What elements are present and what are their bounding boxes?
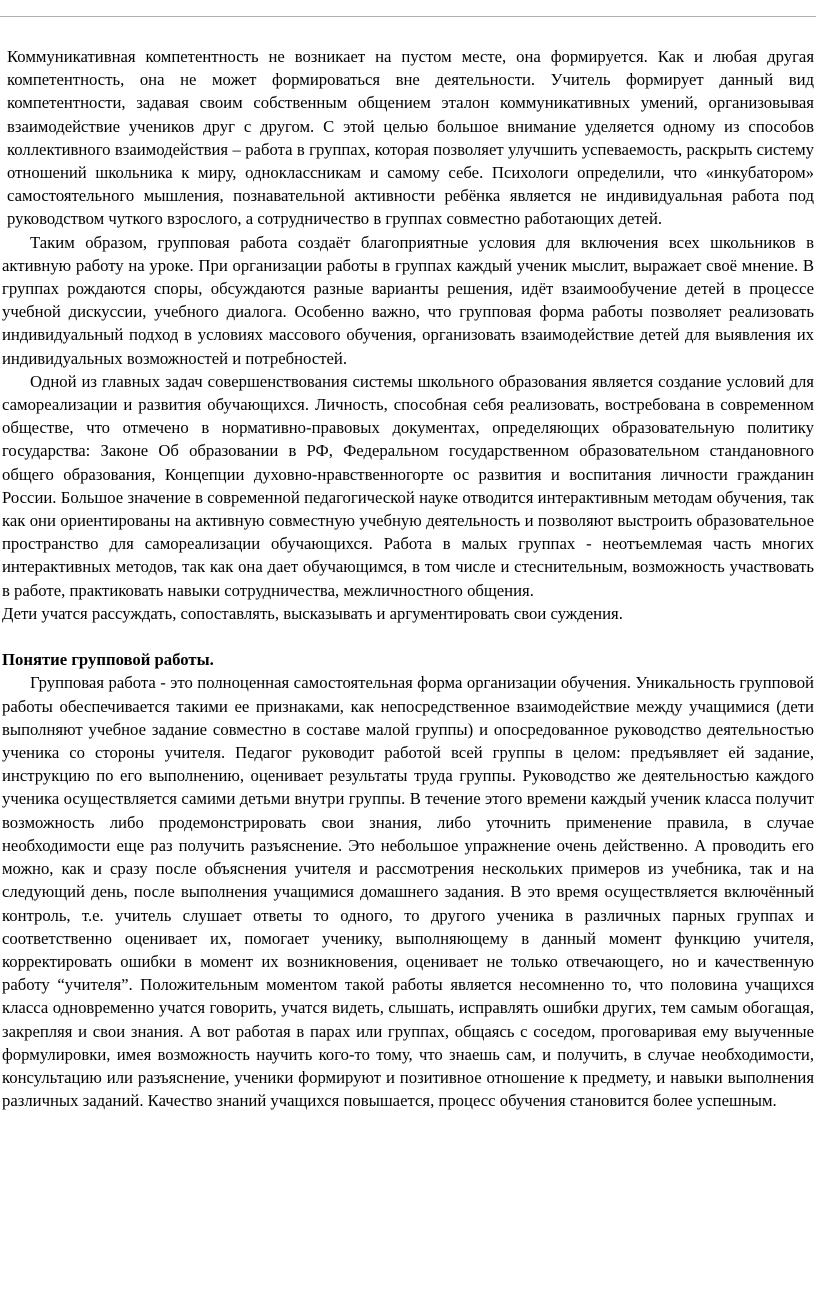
paragraph-communicative-competence: Коммуникативная компетентность не возникает на пустом месте, она формируется. Как и любая другая компетентность, она не может формироваться вне деятельности. Учитель формирует данный вид компетентности, задавая своим собственным общением эталон коммуникативных умений, организовывая взаимодействие учеников друг с другом. С этой целью большое внимание уделяется одному из способов коллективного взаимодействия – работа в группах, которая позволяет улучшить успеваемость, раскрыть систему отношений школьника к миру, одноклассникам и самому себе. Психологи определили, что «инкубатором» самостоятельного мышления, познавательной активности ребёнка является не индивидуальная работа под руководством чуткого взрослого, а сотрудничество в группах совместно работающих детей.	[7, 47, 814, 229]
paragraph-group-work-definition: Групповая работа - это полноценная самостоятельная форма организации обучения. Уникальность групповой работы обеспечивается такими ее признаками, как непосредственное взаимодействие между учащимися (дети выполняют учебное задание совместно в составе малой группы) и опосредованное руководство деятельностью ученика со стороны учителя. Педагог руководит работой всей группы в целом: предъявляет ей задание, инструкцию по его выполнению, оценивает результаты труда группы. Руководство же деятельностью каждого ученика осуществляется самими детьми внутри группы. В течение этого времени каждый ученик класса получит возможность либо продемонстрировать свои знания, либо уточнить применение правила, в случае необходимости еще раз получить разъяснение. Это небольшое упражнение очень действенно. А проводить его можно, как и сразу после объяснения учителя и рассмотрения нескольких примеров из учебника, так и на следующий день, после выполнения учащимися домашнего задания. В это время осуществляется включённый контроль, т.е. учитель слушает ответы то одного, то другого ученика в различных парных группах и соответственно оценивает их, помогает ученику, выполняющему в данный момент функцию учителя, корректировать ошибки в момент их возникновения, оценивает не только отвечающего, но и качественную работу “учителя”. Положительным моментом такой работы является несомненно то, что половина учащихся класса одновременно учатся говорить, учатся видеть, слышать, исправлять ошибки других, тем самым обогащая, закрепляя и свои знания. А вот работая в парах или группах, общаясь с соседом, проговаривая ему выученные формулировки, имея возможность научить кого-то тому, что знаешь сам, и получить, в случае необходимости, консультацию или разъяснение, ученики формируют и позитивное отношение к предмету, и навыки выполнения различных заданий. Качество знаний учащихся повышается, процесс обучения становится более успешным.	[2, 673, 814, 1111]
paragraph-school-education-tasks: Одной из главных задач совершенствования системы школьного образования является создание условий для самореализации и развития обучающихся. Личность, способная себя реализовать, востребована в современном обществе, что отмечено в нормативно-правовых документах, определяющих образовательную политику государства: Законе Об образовании в РФ, Федеральном государственном образовательном стандановного общего образования, Концепции духовно-нравственногорте ос развития и воспитания личности гражданин России. Большое значение в современной педагогической науке отводится интерактивным методам обучения, так как они ориентированы на активную совместную учебную деятельность и позволяют выстроить образовательное пространство для самореализации обучающихся. Работа в малых группах - неотъемлемая часть многих интерактивных методов, так как она дает обучающимся, в том числе и стеснительным, возможность участвовать в работе, практиковать навыки сотрудничества, межличностного общения.	[2, 371, 814, 600]
page-top-rule	[0, 16, 816, 17]
paragraph-group-work-conditions: Таким образом, групповая работа создаёт благоприятные условия для включения всех школьников в активную работу на уроке. При организации работы в группах каждый ученик мыслит, выражает своё мнение. В группах рождаются споры, обсуждаются разные варианты решения, идёт взаимообучение детей в процессе учебной дискуссии, учебного диалога. Особенно важно, что групповая форма работы позволяет реализовать индивидуальный подход в условиях массового обучения, организовать взаимодействие детей для выявления их индивидуальных возможностей и потребностей.	[2, 232, 814, 368]
blank-line	[2, 625, 814, 648]
document-body	[2, 45, 814, 1112]
section-heading: Понятие групповой работы.	[2, 650, 214, 670]
paragraph-closing-line: Дети учатся рассуждать, сопоставлять, высказывать и аргументировать свои суждения.	[2, 603, 623, 623]
